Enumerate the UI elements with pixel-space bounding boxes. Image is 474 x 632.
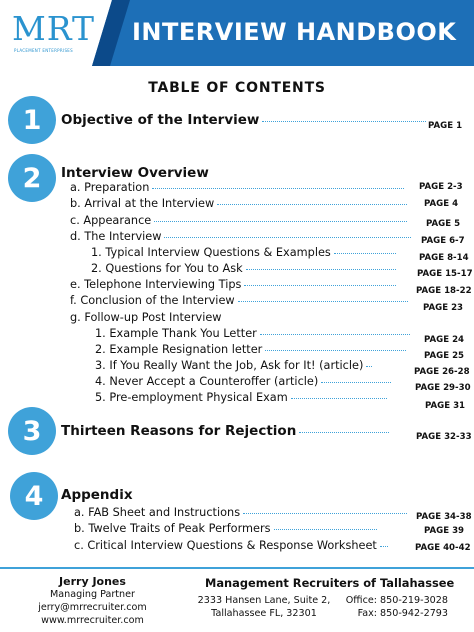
toc-entry-appendix[interactable]	[61, 487, 133, 503]
toc-entry-label: a. Preparation	[70, 181, 150, 194]
toc-entry-telephone-tips[interactable]	[70, 278, 396, 291]
toc-entry-label: Interview Overview	[61, 165, 209, 181]
contact-name: Jerry Jones	[59, 575, 126, 588]
toc-page-number: PAGE 31	[425, 401, 466, 411]
footer-divider	[0, 567, 474, 569]
toc-entry-label: Appendix	[61, 487, 133, 503]
toc-entry-physical-exam[interactable]	[95, 391, 387, 404]
logo-text: MRT	[12, 9, 96, 48]
dot-leader	[244, 285, 396, 286]
toc-page-number: PAGE 40-42	[415, 543, 471, 553]
dot-leader	[334, 253, 396, 254]
address-line-1: 2333 Hansen Lane, Suite 2,	[197, 595, 331, 606]
toc-entry-twelve-traits[interactable]	[74, 522, 377, 535]
dot-leader	[243, 513, 407, 514]
dot-leader	[274, 529, 377, 530]
toc-entry-label: f. Conclusion of the Interview	[70, 294, 235, 307]
toc-page-number: PAGE 15-17	[417, 269, 473, 279]
toc-entry-fab-sheet[interactable]	[74, 506, 407, 519]
toc-entry-label: 1. Typical Interview Questions & Examples	[91, 246, 331, 259]
toc-entry-label: 2. Example Resignation letter	[95, 343, 263, 356]
toc-entry-ask-for-it[interactable]	[95, 359, 372, 372]
toc-entry-arrival[interactable]	[70, 197, 407, 210]
toc-page-number: PAGE 1	[428, 121, 463, 131]
toc-page-number: PAGE 5	[426, 219, 461, 229]
dot-leader	[217, 204, 407, 205]
toc-entry-label: 3. If You Really Want the Job, Ask for It! (article)	[95, 359, 364, 372]
toc-entry-appearance[interactable]	[70, 214, 407, 227]
toc-entry-rejection[interactable]	[61, 423, 389, 439]
toc-entry-preparation[interactable]	[70, 181, 404, 194]
dot-leader	[152, 188, 404, 189]
toc-entry-label: d. The Interview	[70, 230, 162, 243]
toc-entry-label: c. Appearance	[70, 214, 152, 227]
toc-entry-label: c. Critical Interview Questions & Response Worksheet	[74, 539, 377, 552]
company-logo	[8, 8, 96, 58]
toc-entry-label: 4. Never Accept a Counteroffer (article)	[95, 375, 319, 388]
contact-role: Managing Partner	[50, 589, 135, 600]
office-phone: Office: 850-219-3028	[345, 595, 448, 606]
dot-leader	[380, 546, 388, 547]
toc-page-number: PAGE 25	[424, 351, 465, 361]
dot-leader	[321, 382, 391, 383]
toc-page-number: PAGE 6-7	[421, 236, 465, 246]
toc-page-number: PAGE 18-22	[416, 286, 472, 296]
dot-leader	[246, 269, 396, 270]
dot-leader	[299, 432, 389, 433]
toc-page-number: PAGE 8-14	[419, 253, 469, 263]
dot-leader	[238, 301, 408, 302]
toc-page-number: PAGE 32-33	[416, 432, 472, 442]
contact-email[interactable]: jerry@mrrecruiter.com	[38, 602, 147, 613]
toc-entry-conclusion[interactable]	[70, 294, 408, 307]
fax-number: Fax: 850-942-2793	[357, 608, 448, 619]
section-number-4: 4	[10, 472, 58, 520]
toc-entry-typical-questions[interactable]	[91, 246, 396, 259]
toc-entry-label: 1. Example Thank You Letter	[95, 327, 257, 340]
toc-entry-critical-questions[interactable]	[74, 539, 388, 552]
toc-page-number: PAGE 23	[423, 303, 464, 313]
toc-entry-questions-to-ask[interactable]	[91, 262, 396, 275]
toc-entry-objective[interactable]	[61, 112, 426, 128]
toc-entry-follow-up[interactable]	[70, 311, 222, 324]
toc-title: TABLE OF CONTENTS	[148, 80, 326, 96]
toc-entry-thank-you-letter[interactable]	[95, 327, 410, 340]
toc-entry-counteroffer[interactable]	[95, 375, 391, 388]
company-address	[196, 594, 332, 620]
toc-entry-label: 5. Pre-employment Physical Exam	[95, 391, 288, 404]
company-name: Management Recruiters of Tallahassee	[205, 576, 455, 590]
section-number-1: 1	[8, 96, 56, 144]
toc-entry-label: g. Follow-up Post Interview	[70, 311, 222, 324]
toc-page-number: PAGE 29-30	[415, 383, 471, 393]
toc-entry-resignation-letter[interactable]	[95, 343, 406, 356]
toc-page-number: PAGE 34-38	[416, 512, 472, 522]
toc-entry-the-interview[interactable]	[70, 230, 411, 243]
toc-page-number: PAGE 39	[424, 526, 465, 536]
dot-leader	[154, 221, 407, 222]
contact-block	[0, 575, 185, 627]
address-line-2: Tallahassee FL, 32301	[211, 608, 317, 619]
toc-entry-label: e. Telephone Interviewing Tips	[70, 278, 242, 291]
dot-leader	[260, 334, 410, 335]
dot-leader	[366, 366, 372, 367]
toc-page-number: PAGE 4	[424, 199, 459, 209]
toc-page-number: PAGE 26-28	[414, 367, 470, 377]
toc-entry-label: b. Twelve Traits of Peak Performers	[74, 522, 271, 535]
contact-website[interactable]: www.mrrecruiter.com	[41, 615, 144, 626]
company-phones	[338, 594, 448, 620]
dot-leader	[291, 398, 387, 399]
dot-leader	[164, 237, 411, 238]
section-number-3: 3	[8, 407, 56, 455]
toc-entry-label: a. FAB Sheet and Instructions	[74, 506, 241, 519]
toc-entry-label: Thirteen Reasons for Rejection	[61, 423, 297, 439]
toc-page-number: PAGE 2-3	[419, 182, 463, 192]
page-title: INTERVIEW HANDBOOK	[132, 18, 457, 46]
toc-entry-label: b. Arrival at the Interview	[70, 197, 215, 210]
toc-entry-label: Objective of the Interview	[61, 112, 260, 128]
toc-page-number: PAGE 24	[424, 335, 465, 345]
section-number-2: 2	[8, 154, 56, 202]
toc-entry-interview-overview[interactable]	[61, 165, 209, 181]
dot-leader	[262, 121, 426, 122]
dot-leader	[265, 350, 406, 351]
logo-subtitle: PLACEMENT ENTERPRISES	[14, 48, 73, 53]
toc-entry-label: 2. Questions for You to Ask	[91, 262, 243, 275]
header-banner	[0, 0, 474, 66]
